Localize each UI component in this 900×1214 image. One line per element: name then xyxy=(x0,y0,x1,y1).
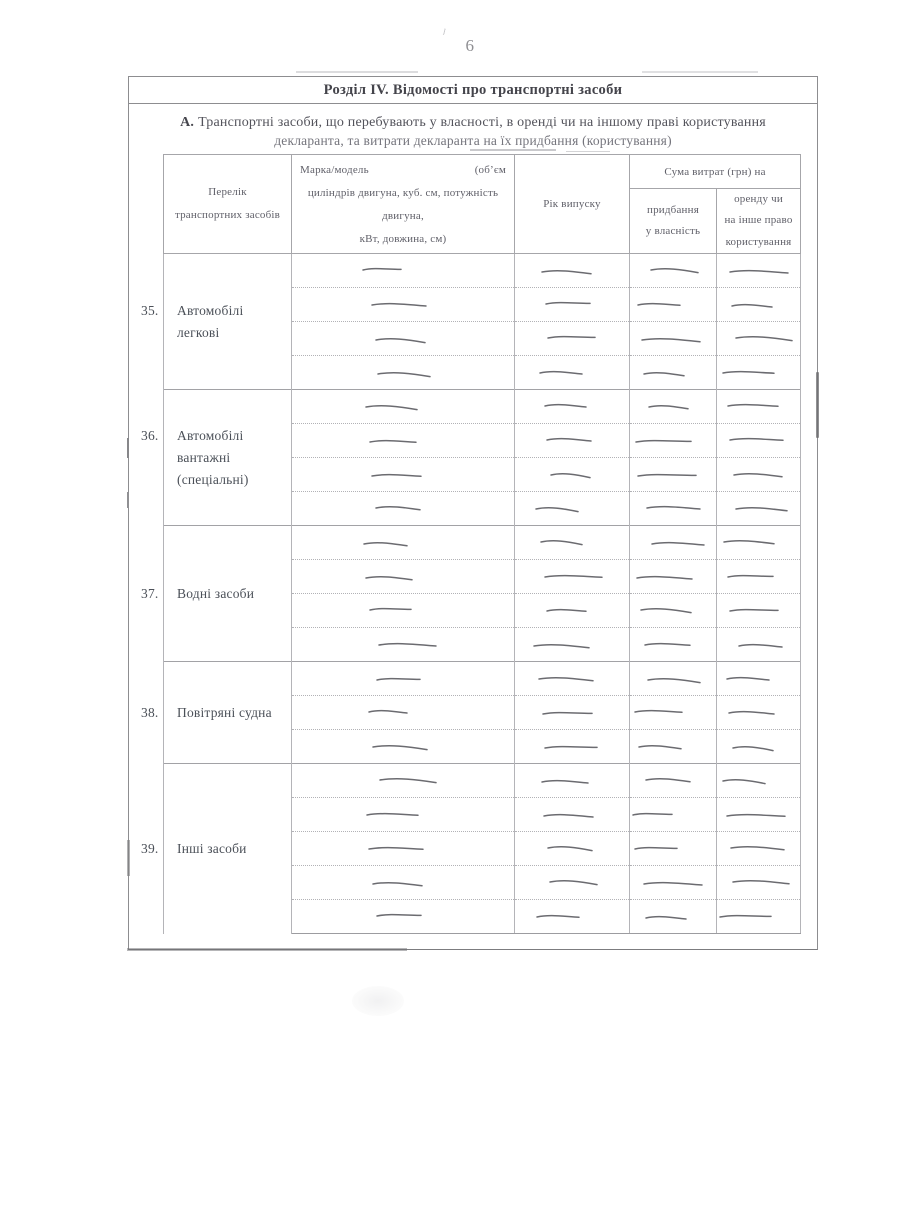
entry-dash-mark xyxy=(635,469,705,481)
entry-cell xyxy=(717,696,801,730)
vehicle-category-label: Автомобілі легкові xyxy=(177,303,244,340)
entry-cell xyxy=(630,696,717,730)
entry-cell xyxy=(515,390,630,424)
entry-dash-mark xyxy=(372,367,442,379)
entry-dash-mark xyxy=(645,401,715,413)
section-title: Розділ IV. Відомості про транспортні засоби xyxy=(129,77,817,104)
entry-cell xyxy=(292,662,515,696)
entry-dash-mark xyxy=(645,537,715,549)
scan-smudge xyxy=(352,986,404,1016)
entry-dash-mark xyxy=(638,333,708,345)
vehicle-category-cell xyxy=(141,764,292,934)
entry-dash-mark xyxy=(732,503,802,515)
entry-dash-mark xyxy=(732,639,802,651)
entry-cell xyxy=(717,390,801,424)
table-row xyxy=(164,764,801,798)
entry-cell xyxy=(630,628,717,662)
entry-dash-mark xyxy=(545,333,615,345)
entry-cell xyxy=(292,458,515,492)
entry-cell xyxy=(630,662,717,696)
entry-cell xyxy=(630,798,717,832)
entry-cell xyxy=(292,288,515,322)
entry-dash-mark xyxy=(542,605,612,617)
entry-dash-mark xyxy=(538,401,608,413)
entry-dash-mark xyxy=(717,911,787,923)
table-row xyxy=(164,254,801,288)
entry-cell xyxy=(515,424,630,458)
entry-dash-mark xyxy=(542,741,612,753)
entry-dash-mark xyxy=(540,435,610,447)
entry-dash-mark xyxy=(362,809,432,821)
subtitle-line-1: А. Транспортні засоби, що перебувають у власності, в оренді чи на іншому праві користування xyxy=(180,115,766,130)
entry-dash-mark xyxy=(365,299,435,311)
entry-dash-mark xyxy=(369,877,439,889)
entry-cell xyxy=(630,322,717,356)
row-number: 35. xyxy=(141,303,159,319)
subtitle-prefix: А. xyxy=(180,115,195,130)
table-row xyxy=(164,390,801,424)
entry-cell xyxy=(630,900,717,934)
entry-cell xyxy=(630,254,717,288)
scan-echo-line xyxy=(296,71,418,73)
vehicle-category-cell xyxy=(141,526,292,662)
entry-cell xyxy=(515,356,630,390)
entry-dash-mark xyxy=(360,265,430,277)
entry-cell xyxy=(515,900,630,934)
entry-cell xyxy=(717,356,801,390)
entry-cell xyxy=(717,628,801,662)
entry-cell xyxy=(292,730,515,764)
header-make-model: Марка/модель (об’єм циліндрів двигуна, куб. см, потужність двигуна, кВт, довжина, см) xyxy=(292,155,515,254)
entry-dash-mark xyxy=(642,673,712,685)
entry-cell xyxy=(630,288,717,322)
entry-dash-mark xyxy=(645,265,715,277)
entry-dash-mark xyxy=(718,367,788,379)
table-row xyxy=(164,526,801,560)
entry-dash-mark xyxy=(723,401,793,413)
entry-dash-mark xyxy=(633,299,703,311)
entry-dash-mark xyxy=(642,775,712,787)
row-number: 37. xyxy=(141,586,159,602)
entry-dash-mark xyxy=(722,707,792,719)
page-number: 6 xyxy=(465,36,475,55)
entry-dash-mark xyxy=(725,299,795,311)
entry-dash-mark xyxy=(372,503,442,515)
entry-cell xyxy=(717,322,801,356)
entry-cell xyxy=(515,254,630,288)
entry-cell xyxy=(292,900,515,934)
entry-dash-mark xyxy=(360,537,430,549)
table-row xyxy=(164,662,801,696)
entry-dash-mark xyxy=(374,775,444,787)
row-number: 36. xyxy=(141,428,159,444)
entry-dash-mark xyxy=(630,809,700,821)
entry-dash-mark xyxy=(630,571,700,583)
entry-dash-mark xyxy=(537,809,607,821)
entry-cell xyxy=(717,424,801,458)
entry-cell xyxy=(630,492,717,526)
vehicles-table xyxy=(141,154,801,934)
entry-dash-mark xyxy=(533,367,603,379)
header-rent: оренду чи на інше право користування xyxy=(717,189,801,254)
entry-dash-mark xyxy=(532,911,602,923)
entry-cell xyxy=(630,458,717,492)
entry-cell xyxy=(515,492,630,526)
entry-dash-mark xyxy=(639,911,709,923)
scan-echo-line xyxy=(642,71,758,73)
entry-cell xyxy=(515,832,630,866)
entry-cell xyxy=(515,458,630,492)
entry-dash-mark xyxy=(640,503,710,515)
entry-dash-mark xyxy=(640,367,710,379)
entry-cell xyxy=(630,832,717,866)
entry-dash-mark xyxy=(635,605,705,617)
entry-dash-mark xyxy=(535,775,605,787)
entry-cell xyxy=(630,356,717,390)
entry-cell xyxy=(292,594,515,628)
entry-dash-mark xyxy=(633,435,703,447)
subtitle-line-2: декларанта, та витрати декларанта на їх придбання (користування) xyxy=(274,133,672,148)
vehicle-category-label: Інші засоби xyxy=(177,841,247,857)
entry-cell xyxy=(717,798,801,832)
entry-dash-mark xyxy=(370,333,440,345)
entry-dash-mark xyxy=(535,673,605,685)
entry-cell xyxy=(292,764,515,798)
entry-cell xyxy=(630,526,717,560)
entry-cell xyxy=(717,730,801,764)
entry-dash-mark xyxy=(362,707,432,719)
entry-cell xyxy=(292,560,515,594)
entry-dash-mark xyxy=(540,571,610,583)
entry-dash-mark xyxy=(372,639,442,651)
scan-speck xyxy=(441,28,446,36)
entry-dash-mark xyxy=(360,401,430,413)
entry-dash-mark xyxy=(374,911,444,923)
header-purchase: придбання у власність xyxy=(630,189,717,254)
entry-cell xyxy=(717,866,801,900)
entry-cell xyxy=(717,458,801,492)
entry-dash-mark xyxy=(540,707,610,719)
entry-dash-mark xyxy=(543,299,613,311)
vehicle-category-label: Повітряні судна xyxy=(177,705,272,721)
entry-cell xyxy=(515,662,630,696)
entry-cell xyxy=(630,764,717,798)
entry-cell xyxy=(630,390,717,424)
entry-cell xyxy=(717,594,801,628)
entry-cell xyxy=(630,560,717,594)
entry-dash-mark xyxy=(725,571,795,583)
entry-cell xyxy=(717,764,801,798)
entry-cell xyxy=(292,798,515,832)
entry-cell xyxy=(292,628,515,662)
vehicle-category-cell xyxy=(141,254,292,390)
entry-cell xyxy=(292,424,515,458)
entry-cell xyxy=(717,832,801,866)
entry-dash-mark xyxy=(722,809,792,821)
entry-dash-mark xyxy=(730,469,800,481)
entry-cell xyxy=(515,322,630,356)
entry-cell xyxy=(717,492,801,526)
entry-dash-mark xyxy=(730,333,800,345)
entry-cell xyxy=(630,594,717,628)
entry-dash-mark xyxy=(630,707,700,719)
entry-cell xyxy=(717,254,801,288)
vehicle-category-cell xyxy=(141,390,292,526)
entry-cell xyxy=(292,866,515,900)
entry-dash-mark xyxy=(374,673,444,685)
entry-cell xyxy=(630,424,717,458)
header-vehicle-list: Перелік транспортних засобів xyxy=(164,155,292,254)
entry-cell xyxy=(292,492,515,526)
vehicle-category-label: Автомобілі вантажні (спеціальні) xyxy=(177,428,249,487)
entry-cell xyxy=(515,288,630,322)
row-number: 38. xyxy=(141,705,159,721)
entry-dash-mark xyxy=(367,605,437,617)
entry-dash-mark xyxy=(727,843,797,855)
entry-dash-mark xyxy=(538,265,608,277)
entry-cell xyxy=(515,560,630,594)
entry-cell xyxy=(515,764,630,798)
entry-cell xyxy=(717,560,801,594)
entry-dash-mark xyxy=(545,469,615,481)
entry-cell xyxy=(717,288,801,322)
entry-dash-mark xyxy=(530,639,600,651)
entry-cell xyxy=(717,526,801,560)
entry-cell xyxy=(292,356,515,390)
entry-dash-mark xyxy=(720,673,790,685)
vehicle-category-cell xyxy=(141,662,292,764)
entry-cell xyxy=(292,390,515,424)
entry-dash-mark xyxy=(365,435,435,447)
entry-dash-mark xyxy=(635,741,705,753)
vehicles-table-body xyxy=(141,254,801,934)
entry-dash-mark xyxy=(723,265,793,277)
entry-cell xyxy=(717,662,801,696)
entry-dash-mark xyxy=(530,503,600,515)
entry-dash-mark xyxy=(725,435,795,447)
entry-cell xyxy=(292,322,515,356)
entry-dash-mark xyxy=(542,843,612,855)
row-number: 39. xyxy=(141,841,159,857)
entry-dash-mark xyxy=(632,843,702,855)
entry-dash-mark xyxy=(637,877,707,889)
entry-cell xyxy=(292,254,515,288)
vehicle-category-label: Водні засоби xyxy=(177,586,255,602)
entry-dash-mark xyxy=(367,469,437,481)
entry-dash-mark xyxy=(717,775,787,787)
entry-dash-mark xyxy=(535,537,605,549)
entry-dash-mark xyxy=(362,571,432,583)
entry-dash-mark xyxy=(720,537,790,549)
entry-cell xyxy=(515,798,630,832)
entry-cell xyxy=(717,900,801,934)
entry-cell xyxy=(515,594,630,628)
entry-cell xyxy=(515,730,630,764)
entry-cell xyxy=(630,866,717,900)
entry-dash-mark xyxy=(544,877,614,889)
entry-dash-mark xyxy=(727,605,797,617)
entry-dash-mark xyxy=(367,741,437,753)
form-section-box xyxy=(128,76,818,950)
entry-cell xyxy=(292,696,515,730)
entry-dash-mark xyxy=(640,639,710,651)
vehicles-table-header xyxy=(164,155,801,254)
entry-cell xyxy=(515,628,630,662)
header-year: Рік випуску xyxy=(515,155,630,254)
entry-cell xyxy=(292,526,515,560)
section-subtitle xyxy=(129,115,817,149)
entry-cell xyxy=(292,832,515,866)
entry-cell xyxy=(515,696,630,730)
entry-dash-mark xyxy=(364,843,434,855)
entry-cell xyxy=(515,866,630,900)
entry-dash-mark xyxy=(729,877,799,889)
entry-cell xyxy=(515,526,630,560)
entry-dash-mark xyxy=(727,741,797,753)
entry-cell xyxy=(630,730,717,764)
header-expenses-group: Сума витрат (грн) на xyxy=(630,155,801,189)
